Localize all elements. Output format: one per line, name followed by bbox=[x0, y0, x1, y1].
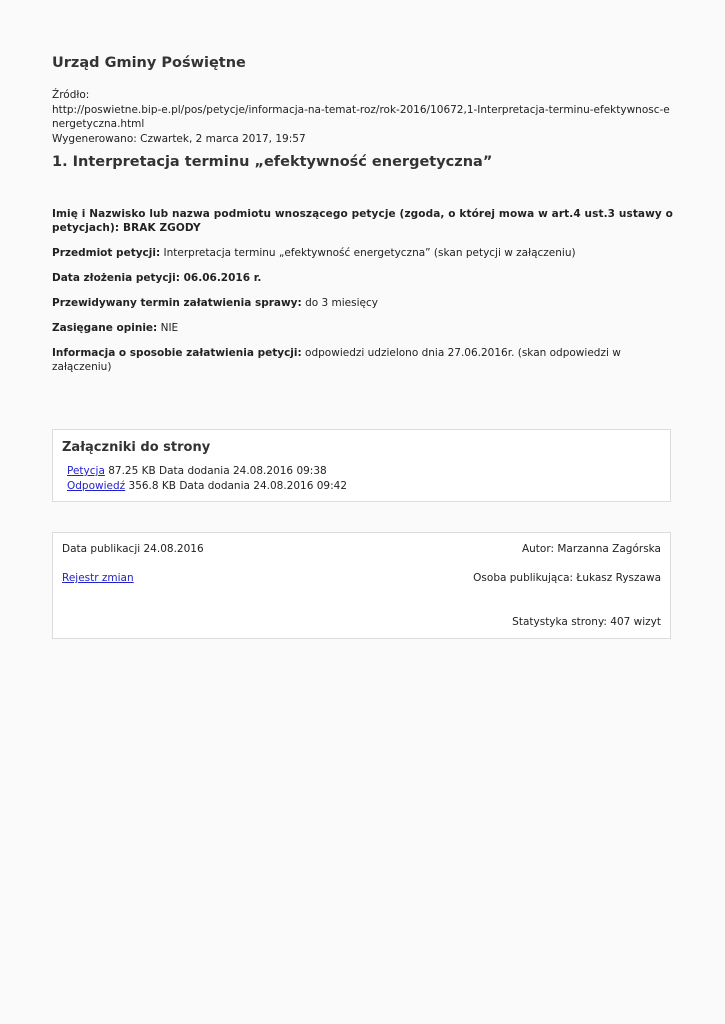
field-deadline-label: Przewidywany termin załatwienia sprawy: bbox=[52, 297, 302, 309]
field-date-filed bbox=[52, 271, 673, 285]
attachments-list bbox=[67, 464, 347, 494]
attachments-title: Załączniki do strony bbox=[62, 440, 211, 455]
field-resolution-value: odpowiedzi udzielono dnia 27.06.2016r. (skan odpowiedzi w załączeniu) bbox=[52, 347, 621, 373]
source-url: http://poswietne.bip-e.pl/pos/petycje/informacja-na-temat-roz/rok-2016/10672,1-Interpretacja-terminu-efektywnosc-energetyczna.html bbox=[52, 103, 670, 130]
field-date-filed-label: Data złożenia petycji: 06.06.2016 r. bbox=[52, 272, 262, 284]
author: Autor: Marzanna Zagórska bbox=[521, 543, 661, 555]
metadata-box bbox=[52, 532, 671, 639]
attachment-item bbox=[67, 464, 347, 479]
attachment-link-odpowiedz[interactable]: Odpowiedź bbox=[67, 480, 126, 492]
field-opinions bbox=[52, 321, 673, 335]
attachments-box bbox=[52, 429, 671, 502]
field-deadline bbox=[52, 296, 673, 310]
field-name-label: Imię i Nazwisko lub nazwa podmiotu wnoszącego petycje (zgoda, o której mowa w art.4 ust.3 ustawy o petycjach): BRAK ZGODY bbox=[52, 208, 673, 234]
field-subject-label: Przedmiot petycji: bbox=[52, 247, 161, 259]
attachment-link-petycja[interactable]: Petycja bbox=[67, 465, 105, 477]
field-opinions-value: NIE bbox=[160, 322, 179, 334]
attachment-info: 87.25 KB Data dodania 24.08.2016 09:38 bbox=[108, 465, 327, 477]
field-subject-value: Interpretacja terminu „efektywność energetyczna” (skan petycji w załączeniu) bbox=[163, 247, 576, 259]
publication-date: Data publikacji 24.08.2016 bbox=[62, 543, 204, 555]
attachment-item bbox=[67, 479, 347, 494]
field-resolution-label: Informacja o sposobie załatwienia petycji: bbox=[52, 347, 302, 359]
source-label: Źródło: bbox=[52, 89, 90, 101]
field-resolution bbox=[52, 346, 673, 374]
page-statistics: Statystyka strony: 407 wizyt bbox=[512, 616, 661, 628]
source-block bbox=[52, 88, 673, 146]
generated-date: Wygenerowano: Czwartek, 2 marca 2017, 19:57 bbox=[52, 132, 306, 145]
change-register-link[interactable]: Rejestr zmian bbox=[62, 572, 134, 584]
field-subject bbox=[52, 246, 673, 260]
organization-title: Urząd Gminy Poświętne bbox=[52, 55, 246, 71]
attachment-info: 356.8 KB Data dodania 24.08.2016 09:42 bbox=[128, 480, 347, 492]
field-deadline-value: do 3 miesięcy bbox=[305, 297, 378, 309]
field-name bbox=[52, 207, 673, 235]
document-title: 1. Interpretacja terminu „efektywność energetyczna” bbox=[52, 154, 493, 170]
field-opinions-label: Zasięgane opinie: bbox=[52, 322, 158, 334]
publisher: Osoba publikująca: Łukasz Ryszawa bbox=[473, 572, 661, 584]
petition-fields bbox=[52, 207, 673, 385]
